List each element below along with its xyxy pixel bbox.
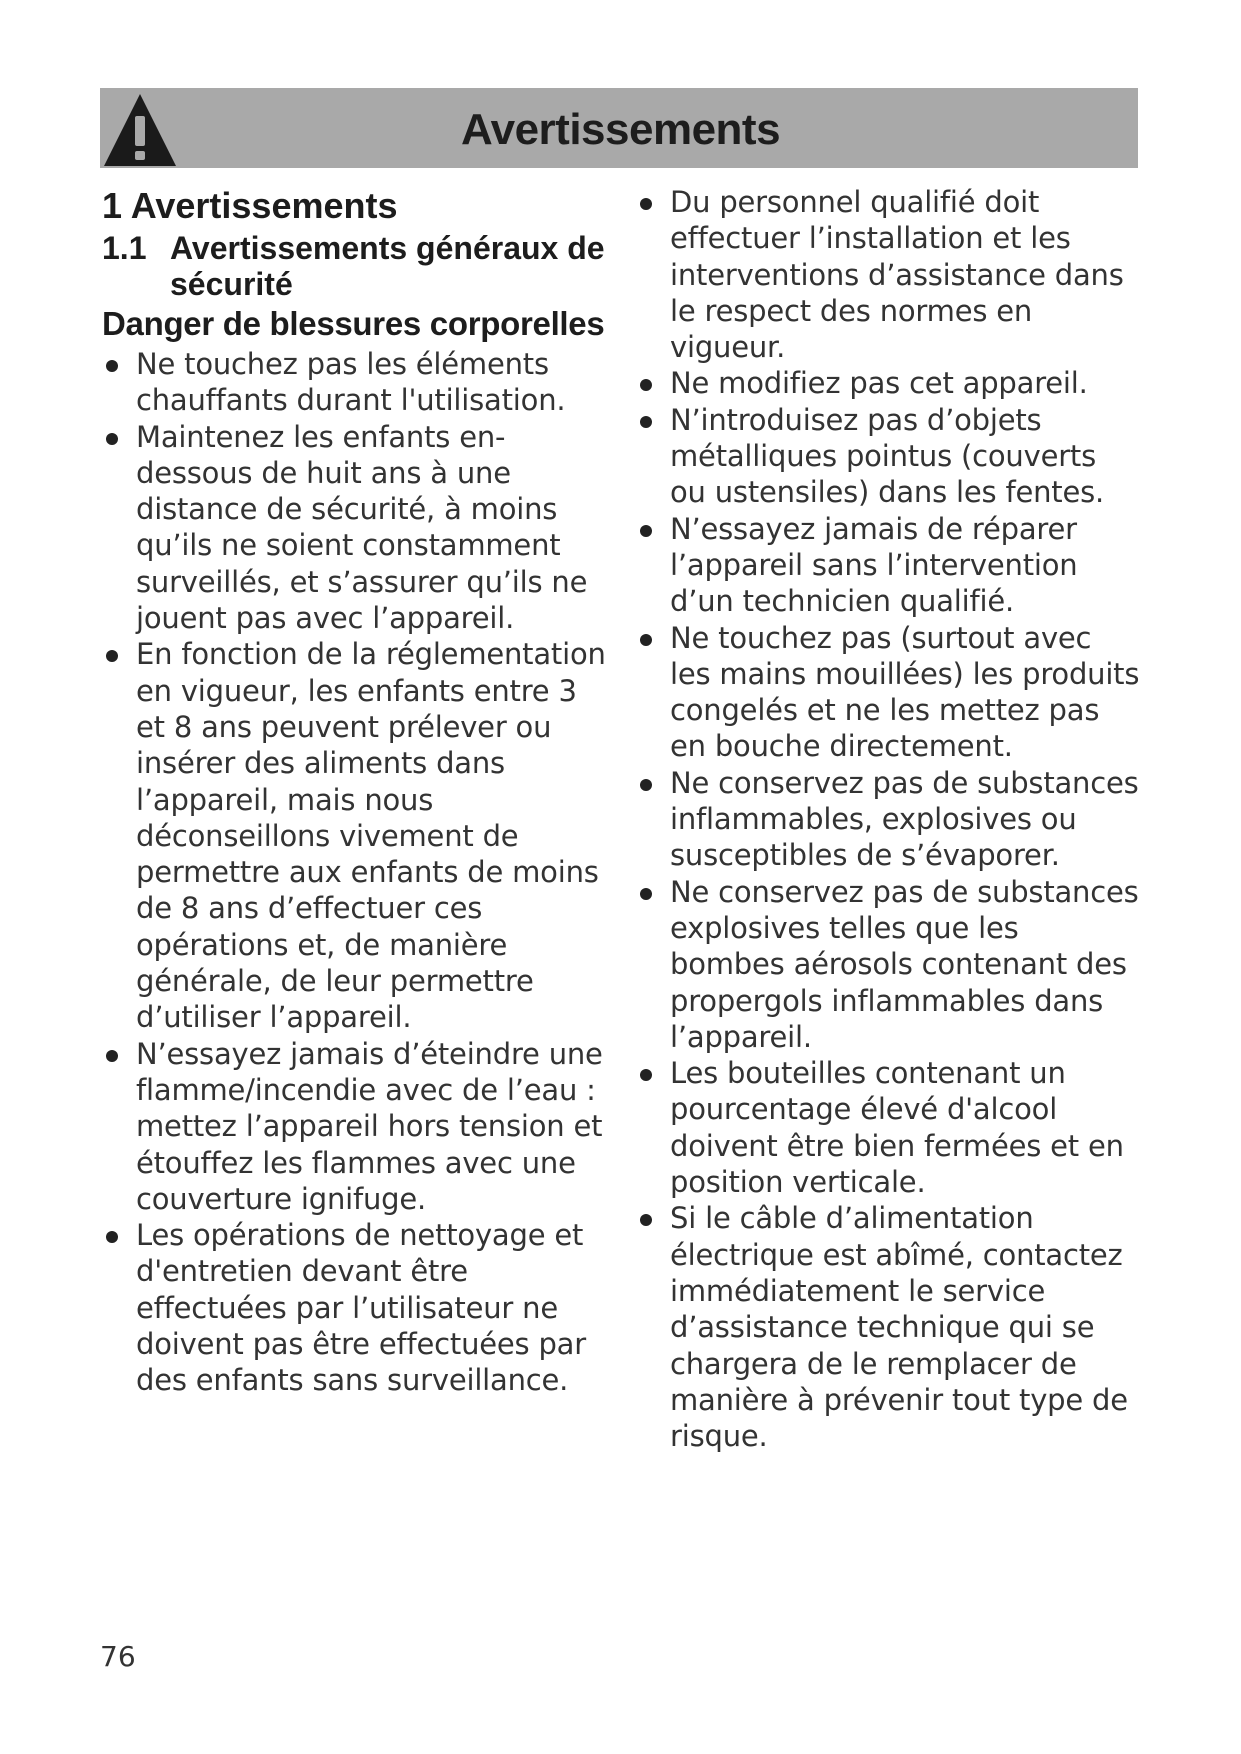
list-item-text: Du personnel qualifié doit effectuer l’installation et les interventions d’assistance dans le respect des normes en vigueur. [670,185,1124,365]
list-item [636,765,1140,874]
danger-heading: Danger de blessures corporelles [102,305,605,342]
left-bullet-list [102,346,612,1399]
bullet-icon [106,1231,118,1243]
list-item [636,402,1140,511]
list-item-text: Ne conservez pas de substances inflammables, explosives ou susceptibles de s’évaporer. [670,765,1139,873]
list-item-text: Ne touchez pas les éléments chauffants durant l'utilisation. [136,347,566,418]
page-title: Avertissements [460,105,781,154]
right-column [636,184,1140,1454]
list-item-text: Les opérations de nettoyage et d'entretien devant être effectuées par l’utilisateur ne doivent pas être effectuées par des enfants sans surveillance. [136,1218,586,1398]
list-item-text: Maintenez les enfants en-dessous de huit ans à une distance de sécurité, à moins qu’ils ne soient constamment surveillés, et s’assurer qu’ils ne jouent pas avec l’appareil. [136,419,588,636]
bullet-icon [640,525,652,537]
bullet-icon [640,779,652,791]
bullet-icon [640,888,652,900]
right-bullet-list [636,184,1140,1454]
list-item-text: Si le câble d’alimentation électrique est abîmé, contactez immédiatement le service d’assistance technique qui se chargera de le remplacer de manière à prévenir tout type de risque. [670,1201,1128,1454]
bullet-icon [640,1069,652,1081]
bullet-icon [640,634,652,646]
bullet-icon [640,1214,652,1226]
list-item-text: Ne modifiez pas cet appareil. [670,366,1088,401]
list-item-text: N’introduisez pas d’objets métalliques pointus (couverts ou ustensiles) dans les fentes. [670,402,1105,510]
bullet-icon [106,650,118,662]
section-number: 1 [102,185,123,226]
list-item [636,1055,1140,1200]
list-item-text: N’essayez jamais de réparer l’appareil sans l’intervention d’un technicien qualifié. [670,511,1078,619]
list-item-text: N’essayez jamais d’éteindre une flamme/incendie avec de l’eau : mettez l’appareil hors tension et étouffez les flammes avec une couverture ignifuge. [136,1036,603,1216]
subsection-title-line1: Avertissements généraux de [170,230,605,266]
list-item-text: Les bouteilles contenant un pourcentage élevé d'alcool doivent être bien fermées et en position verticale. [670,1056,1124,1200]
section-title: Avertissements [130,185,398,226]
list-item [102,636,612,1035]
list-item [636,511,1140,620]
list-item [102,1036,612,1217]
list-item [636,1200,1140,1454]
list-item [102,1217,612,1398]
bullet-icon [640,379,652,391]
list-item [636,365,1140,401]
subsection-number: 1.1 [102,230,147,266]
list-item [636,184,1140,365]
bullet-icon [106,433,118,445]
bullet-icon [106,1050,118,1062]
bullet-icon [640,198,652,210]
list-item [102,346,612,419]
subsection-title-line2: sécurité [170,266,293,302]
left-column [102,184,612,1399]
list-item-text: Ne conservez pas de substances explosives telles que les bombes aérosols contenant des propergols inflammables dans l’appareil. [670,874,1139,1054]
subsection-title [170,230,605,302]
list-item [636,620,1140,765]
bullet-icon [106,360,118,372]
subsection-heading [102,230,612,302]
section-heading [102,184,612,228]
bullet-icon [640,416,652,428]
list-item [636,874,1140,1055]
list-item-text: En fonction de la réglementation en vigueur, les enfants entre 3 et 8 ans peuvent prélever ou insérer des aliments dans l’appareil, mais nous déconseillons vivement de permettre aux enfants de moins de 8 ans d’effectuer ces opérations et, de manière générale, de leur permettre d’utiliser l’appareil. [136,637,606,1035]
page-number: 76 [100,1640,136,1673]
list-item [102,419,612,637]
list-item-text: Ne touchez pas (surtout avec les mains mouillées) les produits congelés et ne les mettez pas en bouche directement. [670,620,1140,764]
